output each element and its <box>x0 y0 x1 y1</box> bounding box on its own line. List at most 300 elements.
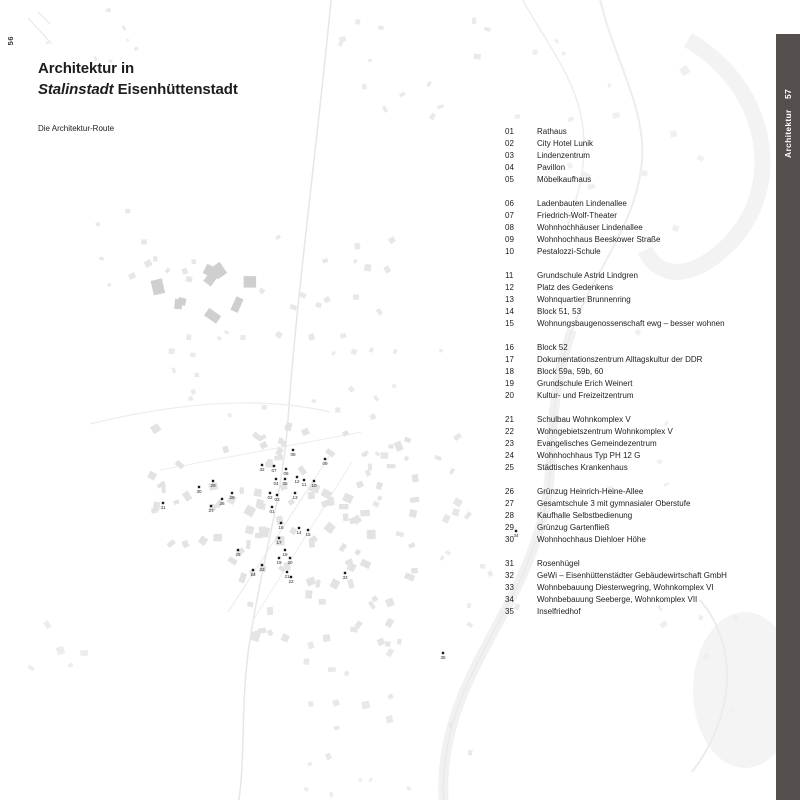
building-footprint <box>275 331 283 339</box>
map-marker-dot <box>442 652 444 654</box>
building-footprint <box>323 634 331 642</box>
building-footprint <box>56 646 66 656</box>
route-legend-item <box>505 234 727 246</box>
building-footprint <box>409 509 418 518</box>
building-footprint <box>386 715 394 723</box>
building-footprint <box>467 603 471 608</box>
route-item-label: Möbelkaufhaus <box>537 175 592 184</box>
building-footprint <box>96 222 100 226</box>
building-footprint <box>198 535 209 546</box>
building-footprint <box>194 372 199 377</box>
map-marker-dot <box>324 458 326 460</box>
building-footprint <box>464 511 472 520</box>
route-legend-item <box>505 294 727 306</box>
building-footprint <box>385 641 391 647</box>
route-item-number: 21 <box>505 415 514 424</box>
building-footprint <box>360 510 370 517</box>
title-eisenhuettenstadt: Eisenhüttenstadt <box>113 81 238 98</box>
map-marker-08 <box>290 449 296 457</box>
route-legend-item <box>505 222 727 234</box>
route-legend-item <box>505 450 727 462</box>
map-marker-number: 34 <box>513 533 519 539</box>
building-footprint <box>554 38 560 44</box>
route-item-number: 16 <box>505 343 514 352</box>
building-footprint <box>125 209 130 213</box>
route-item-number: 06 <box>505 199 514 208</box>
route-item-number: 20 <box>505 391 514 400</box>
route-legend-item <box>505 342 727 354</box>
route-legend-item <box>505 426 727 438</box>
building-footprint <box>306 576 317 586</box>
building-footprint <box>369 347 374 353</box>
map-marker-05 <box>282 478 288 486</box>
building-footprint <box>307 761 312 766</box>
route-legend-item <box>505 486 727 498</box>
route-item-number: 19 <box>505 379 514 388</box>
building-footprint <box>393 349 398 355</box>
route-item-number: 05 <box>505 175 514 184</box>
route-item-number: 10 <box>505 247 514 256</box>
building-footprint <box>238 572 247 583</box>
building-footprint <box>245 525 255 535</box>
route-item-number: 28 <box>505 511 514 520</box>
map-marker-dot <box>162 502 164 504</box>
route-item-number: 04 <box>505 163 514 172</box>
route-legend-group <box>505 414 727 474</box>
route-item-label: Kaufhalle Selbstbedienung <box>537 511 633 520</box>
building-footprint <box>466 622 473 628</box>
hatch-line-topleft <box>28 12 52 44</box>
building-footprint <box>169 348 175 354</box>
building-footprint <box>276 515 284 525</box>
building-footprint <box>342 493 354 504</box>
building-footprint <box>301 428 310 437</box>
route-legend-item <box>505 558 727 570</box>
map-marker-18 <box>282 549 288 557</box>
building-footprint <box>679 65 690 76</box>
building-footprint <box>368 59 372 63</box>
map-marker-number: 09 <box>322 461 328 467</box>
building-footprint <box>258 288 265 295</box>
route-item-number: 32 <box>505 571 514 580</box>
map-marker-number: 02 <box>267 495 273 501</box>
map-marker-13 <box>292 492 298 500</box>
map-marker-number: 24 <box>250 572 256 578</box>
building-footprint <box>267 629 274 636</box>
building-footprint <box>190 389 196 395</box>
building-footprint <box>387 464 396 468</box>
building-footprint <box>134 47 139 52</box>
building-footprint <box>355 19 361 25</box>
building-footprint <box>730 707 734 711</box>
route-legend-item <box>505 378 727 390</box>
map-marker-number: 15 <box>305 532 311 538</box>
route-legend-item <box>505 510 727 522</box>
building-footprint <box>376 482 383 490</box>
route-item-label: Inselfriedhof <box>537 607 581 616</box>
map-marker-dot <box>298 527 300 529</box>
route-legend-item <box>505 594 727 606</box>
building-footprint <box>395 531 404 538</box>
building-footprint <box>151 508 158 514</box>
building-footprint <box>141 239 147 244</box>
map-marker-number: 31 <box>160 505 166 511</box>
building-footprint <box>171 367 176 373</box>
map-marker-number: 25 <box>235 552 241 558</box>
building-footprint <box>439 349 442 353</box>
route-item-label: Block 51, 53 <box>537 307 582 316</box>
route-item-label: Schulbau Wohnkomplex V <box>537 415 631 424</box>
route-legend-group <box>505 558 727 618</box>
route-legend-item <box>505 150 727 162</box>
building-footprint <box>99 257 104 261</box>
building-footprint <box>411 568 418 574</box>
building-footprint <box>331 351 336 356</box>
building-footprint <box>487 570 493 577</box>
building-footprint <box>243 505 256 518</box>
route-item-label: Wohngebietszentrum Wohnkomplex V <box>537 427 673 436</box>
route-legend-item <box>505 570 727 582</box>
building-footprint <box>204 308 221 324</box>
building-footprint <box>347 579 355 589</box>
subtitle: Die Architektur-Route <box>38 124 115 133</box>
map-marker-dot <box>285 468 287 470</box>
main-road-path <box>238 0 332 800</box>
building-footprint <box>532 49 538 55</box>
map-marker-number: 10 <box>311 483 317 489</box>
route-item-label: Wohnbebauung Diesterwegring, Wohnkomplex VI <box>537 583 714 592</box>
building-footprint <box>167 539 176 548</box>
map-marker-number: 30 <box>196 489 202 495</box>
route-item-label: Gesamtschule 3 mit gymnasialer Oberstufe <box>537 499 691 508</box>
building-footprint <box>449 723 452 728</box>
building-footprint <box>80 650 88 657</box>
building-footprint <box>408 542 415 548</box>
building-footprint <box>165 267 171 273</box>
route-item-number: 03 <box>505 151 514 160</box>
building-footprint <box>386 648 395 658</box>
building-footprint <box>224 330 229 334</box>
building-footprint <box>308 333 315 341</box>
route-legend-item <box>505 438 727 450</box>
building-footprint <box>367 530 376 539</box>
building-footprint <box>319 599 326 605</box>
title-line-2 <box>38 79 238 100</box>
route-legend-item <box>505 270 727 282</box>
map-marker-number: 29 <box>210 483 216 489</box>
building-footprint <box>377 637 386 646</box>
map-marker-number: 14 <box>296 530 302 536</box>
map-marker-dot <box>303 479 305 481</box>
route-item-number: 01 <box>505 127 514 136</box>
building-footprint <box>371 595 378 602</box>
route-item-label: Wohnhochhaus Beeskower Straße <box>537 235 661 244</box>
title-stalinstadt: Stalinstadt <box>38 81 114 98</box>
map-marker-dot <box>273 465 275 467</box>
map-marker-number: 22 <box>288 579 294 585</box>
building-footprint <box>612 112 620 119</box>
building-footprint <box>356 480 364 488</box>
route-item-number: 26 <box>505 487 514 496</box>
building-footprint <box>329 578 340 589</box>
route-item-number: 33 <box>505 583 514 592</box>
map-marker-04 <box>273 478 279 486</box>
route-item-label: Rosenhügel <box>537 559 580 568</box>
building-footprint <box>387 693 394 700</box>
building-footprint <box>343 513 349 521</box>
map-marker-dot <box>269 492 271 494</box>
route-legend-group <box>505 342 727 402</box>
map-marker-number: 01 <box>269 509 275 515</box>
building-footprint <box>361 700 370 709</box>
route-item-label: Ladenbauten Lindenallee <box>537 199 627 208</box>
map-marker-dot <box>237 549 239 551</box>
building-footprint <box>394 441 404 452</box>
building-footprint <box>303 658 309 665</box>
building-footprint <box>515 114 521 119</box>
page-title <box>38 58 238 100</box>
route-item-label: Friedrich-Wolf-Theater <box>537 211 617 220</box>
map-marker-number: 19 <box>276 560 282 566</box>
route-item-label: Grundschule Astrid Lindgren <box>537 271 638 280</box>
building-footprint <box>151 278 166 295</box>
building-footprint <box>383 265 391 274</box>
map-marker-number: 13 <box>292 495 298 501</box>
building-footprint <box>412 474 419 482</box>
map-marker-dot <box>292 449 294 451</box>
map-marker-number: 18 <box>282 552 288 558</box>
map-marker-dot <box>344 572 346 574</box>
map-marker-21 <box>284 571 290 579</box>
building-footprint <box>353 259 358 264</box>
building-footprint <box>213 534 222 542</box>
building-footprint <box>385 618 395 628</box>
route-item-number: 25 <box>505 463 514 472</box>
map-marker-dot <box>296 476 298 478</box>
building-footprint <box>217 336 222 341</box>
page-number-left: 56 <box>6 36 15 46</box>
map-marker-32 <box>259 464 265 472</box>
building-footprint <box>452 508 460 517</box>
map-marker-dot <box>271 506 273 508</box>
map-markers <box>160 449 519 660</box>
route-item-number: 02 <box>505 139 514 148</box>
route-legend-item <box>505 582 727 594</box>
building-footprint <box>388 444 393 448</box>
building-footprint <box>307 492 315 500</box>
route-item-number: 09 <box>505 235 514 244</box>
route-item-label: Grünzug Heinrich-Heine-Allee <box>537 487 644 496</box>
route-legend-group <box>505 270 727 330</box>
building-footprint <box>368 464 372 471</box>
building-footprint <box>304 787 309 792</box>
building-footprint <box>147 471 157 481</box>
map-marker-dot <box>210 505 212 507</box>
route-legend <box>505 126 727 630</box>
map-marker-10 <box>311 480 317 488</box>
map-marker-number: 33 <box>342 575 348 581</box>
building-footprint <box>307 641 314 649</box>
route-item-label: Grundschule Erich Weinert <box>537 379 633 388</box>
map-marker-dot <box>284 478 286 480</box>
building-footprint <box>440 555 445 561</box>
route-item-label: Grünzug Gartenfließ <box>537 523 610 532</box>
route-legend-item <box>505 306 727 318</box>
building-footprint <box>404 437 412 444</box>
building-footprint <box>340 333 347 339</box>
building-footprint <box>254 488 263 497</box>
building-footprint <box>240 335 246 341</box>
map-marker-dot <box>231 492 233 494</box>
map-marker-dot <box>307 529 309 531</box>
building-footprint <box>325 753 332 761</box>
building-footprint <box>332 699 340 707</box>
route-item-number: 12 <box>505 283 514 292</box>
building-footprint <box>353 294 359 300</box>
route-item-label: Evangelisches Gemeindezentrum <box>537 439 657 448</box>
route-legend-item <box>505 162 727 174</box>
building-footprint <box>262 405 267 410</box>
map-marker-11 <box>302 479 307 487</box>
building-footprint <box>190 353 195 357</box>
route-item-number: 22 <box>505 427 514 436</box>
building-footprint <box>360 559 372 569</box>
map-marker-dot <box>313 480 315 482</box>
building-footprint <box>231 296 244 313</box>
route-legend-group <box>505 486 727 546</box>
route-item-number: 24 <box>505 451 514 460</box>
building-footprint <box>442 514 451 524</box>
building-footprint <box>126 38 129 41</box>
route-item-label: Pestalozzi-Schule <box>537 247 601 256</box>
map-marker-number: 11 <box>301 482 307 488</box>
map-marker-dot <box>212 480 214 482</box>
route-item-label: Pavillon <box>537 163 566 172</box>
route-legend-item <box>505 498 727 510</box>
building-footprint <box>323 296 331 303</box>
route-item-number: 35 <box>505 607 514 616</box>
map-marker-dot <box>275 478 277 480</box>
building-footprint <box>397 639 402 645</box>
road-diagonal-1 <box>228 452 332 612</box>
map-marker-number: 12 <box>294 479 300 485</box>
building-footprint <box>426 81 432 87</box>
building-footprint <box>128 272 137 280</box>
building-footprint <box>344 670 350 676</box>
route-item-label: Wohnhochhaus Typ PH 12 G <box>537 451 641 460</box>
building-footprint <box>247 602 254 608</box>
map-marker-35 <box>440 652 446 660</box>
building-footprint <box>329 792 333 797</box>
route-item-label: City Hotel Lunik <box>537 139 594 148</box>
map-marker-28 <box>229 492 235 500</box>
route-legend-group <box>505 126 727 186</box>
route-item-number: 30 <box>505 535 514 544</box>
building-footprint <box>312 399 317 403</box>
map-marker-number: 32 <box>259 467 265 473</box>
building-footprint <box>322 258 329 264</box>
map-marker-dot <box>252 569 254 571</box>
map-marker-dot <box>221 498 223 500</box>
building-footprint <box>267 607 273 615</box>
building-footprint <box>334 726 340 730</box>
route-legend-item <box>505 366 727 378</box>
building-footprint <box>375 451 380 456</box>
building-footprint <box>350 348 357 355</box>
route-item-number: 11 <box>505 271 514 280</box>
building-footprint <box>315 302 322 308</box>
building-footprint <box>377 495 383 501</box>
building-footprint <box>328 667 336 672</box>
building-footprint <box>385 598 395 608</box>
building-footprint <box>484 27 491 32</box>
building-footprint <box>227 556 237 565</box>
route-item-label: Lindenzentrum <box>537 151 590 160</box>
building-footprint <box>364 264 372 272</box>
building-footprint <box>378 25 384 30</box>
route-item-label: Wohnungsbaugenossenschaft ewg – besser wohnen <box>537 319 725 328</box>
route-legend-group <box>505 198 727 258</box>
route-item-number: 31 <box>505 559 514 568</box>
building-footprint <box>562 52 566 56</box>
building-footprint <box>308 701 314 707</box>
route-item-label: Kultur- und Freizeitzentrum <box>537 391 634 400</box>
route-legend-item <box>505 246 727 258</box>
map-marker-dot <box>286 571 288 573</box>
building-footprint <box>325 448 335 458</box>
building-footprint <box>280 633 289 642</box>
map-marker-number: 21 <box>284 574 290 580</box>
map-marker-dot <box>261 564 263 566</box>
building-footprint <box>259 526 266 535</box>
route-item-label: Wohnhochhäuser Lindenallee <box>537 223 643 232</box>
building-footprint <box>188 396 194 402</box>
building-footprint <box>437 104 444 109</box>
title-line-1: Architektur in <box>38 60 135 77</box>
building-footprint <box>382 105 388 113</box>
map-marker-number: 26 <box>219 501 225 507</box>
building-footprint <box>358 777 362 781</box>
building-footprint <box>122 25 126 30</box>
building-footprint <box>368 601 376 610</box>
map-marker-number: 06 <box>283 471 289 477</box>
building-footprint <box>107 283 112 287</box>
building-footprint <box>354 549 361 556</box>
building-footprint <box>228 413 233 418</box>
building-footprint <box>67 663 73 668</box>
route-item-number: 17 <box>505 355 514 364</box>
route-item-number: 13 <box>505 295 514 304</box>
map-marker-01 <box>269 506 275 514</box>
route-item-number: 34 <box>505 595 514 604</box>
route-legend-item <box>505 534 727 546</box>
route-legend-item <box>505 462 727 474</box>
route-item-label: Wohnquartier Brunnenring <box>537 295 631 304</box>
building-footprint <box>274 455 283 461</box>
building-footprint <box>43 620 51 629</box>
building-footprint <box>369 413 376 420</box>
map-marker-dot <box>284 549 286 551</box>
map-marker-number: 04 <box>273 481 279 487</box>
map-marker-33 <box>342 572 348 580</box>
road-west-path <box>90 403 330 424</box>
map-marker-dot <box>289 557 291 559</box>
building-footprint <box>468 750 473 756</box>
building-footprint <box>449 468 455 475</box>
building-footprint <box>285 422 293 431</box>
building-footprint <box>410 497 420 503</box>
building-footprint <box>246 540 251 549</box>
